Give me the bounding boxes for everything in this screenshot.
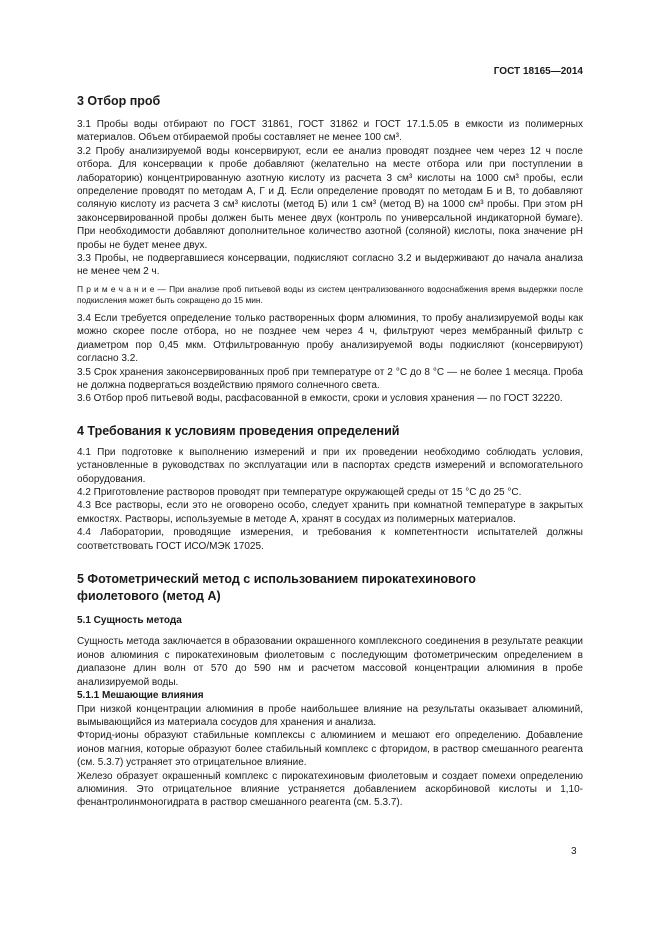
page-content bbox=[77, 93, 583, 810]
paragraph-5-1-1-c: Железо образует окрашенный комплекс с пирокатехиновым фиолетовым и создает помехи определению алюминия. Это отрицательное влияние устраняется добавлением аскорбиновой кислоты и 1,10-фенантролинмоногидрата в раствор смешанного реагента (см. 5.3.7). bbox=[77, 770, 583, 809]
paragraph-3-5: 3.5 Срок хранения законсервированных проб при температуре от 2 °С до 8 °С — не более 1 месяца. Проба не должна подвергаться воздействию прямого солнечного света. bbox=[77, 366, 583, 391]
paragraph-5-1-1-b: Фторид-ионы образуют стабильные комплексы с алюминием и мешают его определению. Добавление ионов магния, которые образуют более стабильный комплекс с фторидом, в раствор смешанного реагента (см. 5.3.7) устраняет это отрицательное влияние. bbox=[77, 730, 583, 769]
paragraph-4-1: 4.1 При подготовке к выполнению измерений и при их проведении необходимо соблюдать условия, установленные в руководствах по эксплуатации или в паспортах средств измерений и вспомогательного оборудования. bbox=[77, 446, 583, 485]
section-3-title: 3 Отбор проб bbox=[77, 94, 161, 108]
paragraph-3-6: 3.6 Отбор проб питьевой воды, расфасованной в емкости, сроки и условия хранения — по ГОСТ 32220. bbox=[77, 393, 563, 405]
paragraph-5-1: Сущность метода заключается в образовании окрашенного комплексного соединения в результате реакции ионов алюминия с пирокатехиновым фиолетовым с последующим фотометрическим определением в диапазоне длин волн от 570 до 590 нм и расчетом массовой концентрации алюминия в пробе анализируемой воды. bbox=[77, 636, 583, 688]
note-3-3: П р и м е ч а н и е — При анализе проб питьевой воды из систем централизованного водоснабжения время выдержки после подкисления может быть сокращено до 15 мин. bbox=[77, 283, 583, 306]
paragraph-4-4: 4.4 Лаборатории, проводящие измерения, и требования к компетентности испытателей должны соответствовать ГОСТ ИСО/МЭК 17025. bbox=[77, 527, 583, 552]
document-id-header: ГОСТ 18165—2014 bbox=[493, 66, 583, 77]
page-number: 3 bbox=[571, 846, 577, 857]
paragraph-5-1-1-a: При низкой концентрации алюминия в пробе наибольшее влияние на результаты оказывает алюминий, вымывающийся из материала сосудов для хранения и анализа. bbox=[77, 703, 583, 728]
section-5-title-line-1: 5 Фотометрический метод с использованием пирокатехинового bbox=[77, 571, 476, 586]
paragraph-4-3: 4.3 Все растворы, если это не оговорено особо, следует хранить при комнатной температуре в закрытых емкостях. Растворы, используемые в методе А, хранят в сосудах из полимерных материалов. bbox=[77, 500, 583, 525]
subsection-5-1-title: 5.1 Сущность метода bbox=[77, 614, 182, 626]
paragraph-3-4: 3.4 Если требуется определение только растворенных форм алюминия, то пробу анализируемой воды как можно скорее после отбора, но не позднее чем через 4 ч, фильтруют через мембранный фильтр с диаметром пор 0,45 мкм. Отфильтрованную пробу анализируемой воды подкисляют (консервируют) согласно 3.2. bbox=[77, 312, 583, 365]
paragraph-4-2: 4.2 Приготовление растворов проводят при температуре окружающей среды от 15 °С до 25 °С. bbox=[77, 486, 522, 498]
paragraph-3-3: 3.3 Пробы, не подвергавшиеся консервации, подкисляют согласно 3.2 и выдерживают до начала анализа не менее чем 2 ч. bbox=[77, 253, 583, 278]
section-4-title: 4 Требования к условиям проведения определений bbox=[77, 423, 400, 438]
paragraph-3-2: 3.2 Пробу анализируемой воды консервируют, если ее анализ проводят позднее чем через 12 ч после отбора. Для консервации к пробе добавляют (желательно на месте отбора или при поступлении в лабораторию) концентрированную азотную кислоту из расчета 3 см³ кислоты на 1000 см³ пробы, если определение проводят по методам А, Г и Д. Если определение проводят по методам Б и В, то добавляют соляную кислоту из расчета 3 см³ кислоты (метод Б) или 1 см³ (метод В) на 1000 см³ пробы. При этом рН законсервированной пробы должен быть менее двух (контроль по универсальной индикаторной бумаге). При необходимости добавляют дополнительное количество азотной (соляной) кислоты, пока значение рН пробы не будет менее двух. bbox=[77, 145, 583, 251]
paragraph-3-1: 3.1 Пробы воды отбирают по ГОСТ 31861, ГОСТ 31862 и ГОСТ 17.1.5.05 в емкости из полимерных материалов. Объем отбираемой пробы составляет не менее 100 см³. bbox=[77, 119, 583, 144]
subsection-5-1-1-title: 5.1.1 Мешающие влияния bbox=[77, 690, 204, 702]
section-5-title-line-2: фиолетового (метод А) bbox=[77, 588, 221, 603]
